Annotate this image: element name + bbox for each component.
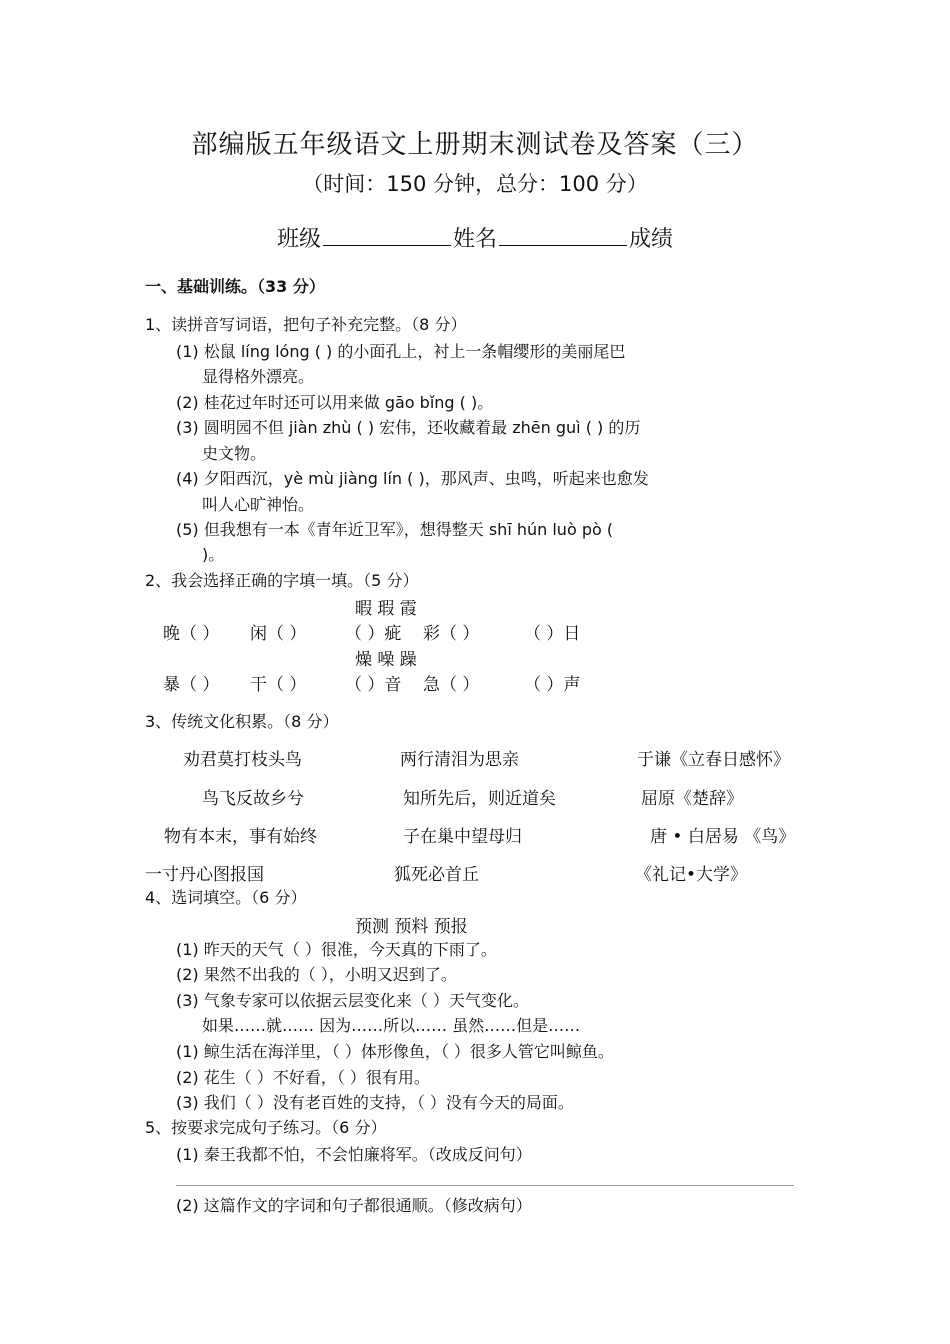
poem-line: 知所先后，则近道矣	[403, 789, 556, 809]
poem-line: 物有本末，事有始终	[164, 827, 317, 847]
question-4-item: (2) 果然不出我的（ ），小明又迟到了。	[176, 965, 457, 984]
fill-cell: 晚（ ）	[163, 624, 220, 644]
score-label: 成绩	[629, 227, 674, 252]
question-4-item: (1) 鲸生活在海洋里，（ ）体形像鱼，（ ）很多人管它叫鲸鱼。	[176, 1042, 614, 1061]
question-4-title: 4、选词填空。（6 分）	[145, 888, 307, 907]
answer-line[interactable]	[176, 1185, 794, 1186]
question-4-item: (3) 气象专家可以依据云层变化来（ ）天气变化。	[176, 991, 529, 1010]
poem-line: 劝君莫打枝头鸟	[183, 750, 302, 770]
question-1-item: (4) 夕阳西沉，yè mù jiàng lín ( )，那风声、虫鸣，听起来也愈发	[176, 469, 649, 488]
question-1-title: 1、读拼音写词语，把句子补充完整。（8 分）	[145, 315, 467, 334]
question-1-item: (1) 松鼠 líng lóng ( ) 的小面孔上，衬上一条帽缨形的美丽尾巴	[176, 342, 626, 361]
fill-cell: 闲（ ）	[250, 624, 307, 644]
question-1-item: (5) 但我想有一本《青年近卫军》，想得整天 shī hún luò pò (	[176, 520, 614, 539]
question-3-title: 3、传统文化积累。（8 分）	[145, 712, 339, 731]
poem-line: 一寸丹心图报国	[145, 865, 264, 885]
name-label: 姓名	[452, 227, 497, 252]
fill-cell: （ ）声	[524, 675, 581, 695]
section-heading: 一、基础训练。（33 分）	[145, 277, 325, 296]
poem-source: 《礼记•大学》	[635, 865, 748, 885]
exam-time-score: （时间：150 分钟，总分：100 分）	[302, 172, 648, 196]
name-blank[interactable]	[499, 225, 627, 246]
student-info-line	[0, 222, 950, 253]
fill-cell: （ ）音	[345, 675, 402, 695]
question-1-item: (2) 桂花过年时还可以用来做 gāo bǐng ( )。	[176, 393, 494, 412]
poem-line: 鸟飞反故乡兮	[202, 789, 304, 809]
fill-cell: 干（ ）	[250, 675, 307, 695]
poem-source: 于谦《立春日感怀》	[637, 750, 790, 770]
question-4-item: (2) 花生（ ）不好看，（ ）很有用。	[176, 1068, 430, 1087]
poem-source: 屈原《楚辞》	[641, 789, 743, 809]
poem-line: 子在巢中望母归	[403, 827, 522, 847]
question-5-title: 5、按要求完成句子练习。（6 分）	[145, 1118, 387, 1137]
question-5-item: (1) 秦王我都不怕，不会怕廉将军。（改成反问句）	[176, 1145, 532, 1164]
word-choices-1: 预测 预料 预报	[355, 917, 468, 937]
fill-cell: （ ）疵	[345, 624, 402, 644]
class-label: 班级	[276, 227, 321, 252]
char-choices-2: 燥 噪 躁	[355, 650, 417, 670]
question-4-item: (1) 昨天的天气（ ）很准，今天真的下雨了。	[176, 940, 497, 959]
poem-source: 唐 • 白居易 《鸟》	[650, 827, 796, 847]
question-4-item: (3) 我们（ ）没有老百姓的支持，（ ）没有今天的局面。	[176, 1093, 574, 1112]
question-1-item: (3) 圆明园不但 jiàn zhù ( ) 宏伟，还收藏着最 zhēn guì ( ) 的历	[176, 418, 641, 437]
fill-cell: 彩（ ）	[423, 624, 480, 644]
question-1-item: 显得格外漂亮。	[202, 367, 315, 386]
class-blank[interactable]	[323, 225, 451, 246]
question-2-title: 2、我会选择正确的字填一填。（5 分）	[145, 571, 419, 590]
page-title: 部编版五年级语文上册期末测试卷及答案（三）	[191, 130, 759, 160]
poem-line: 狐死必首丘	[394, 865, 479, 885]
poem-line: 两行清泪为思亲	[400, 750, 519, 770]
question-5-item: (2) 这篇作文的字词和句子都很通顺。（修改病句）	[176, 1196, 532, 1215]
question-1-item: )。	[202, 545, 225, 564]
char-choices-1: 暇 瑕 霞	[355, 599, 417, 619]
word-choices-2: 如果……就…… 因为……所以…… 虽然……但是……	[202, 1016, 581, 1035]
fill-cell: 急（ ）	[423, 675, 480, 695]
fill-cell: 暴（ ）	[163, 675, 220, 695]
question-1-item: 史文物。	[202, 444, 267, 463]
fill-cell: （ ）日	[524, 624, 581, 644]
question-1-item: 叫人心旷神怡。	[202, 495, 315, 514]
